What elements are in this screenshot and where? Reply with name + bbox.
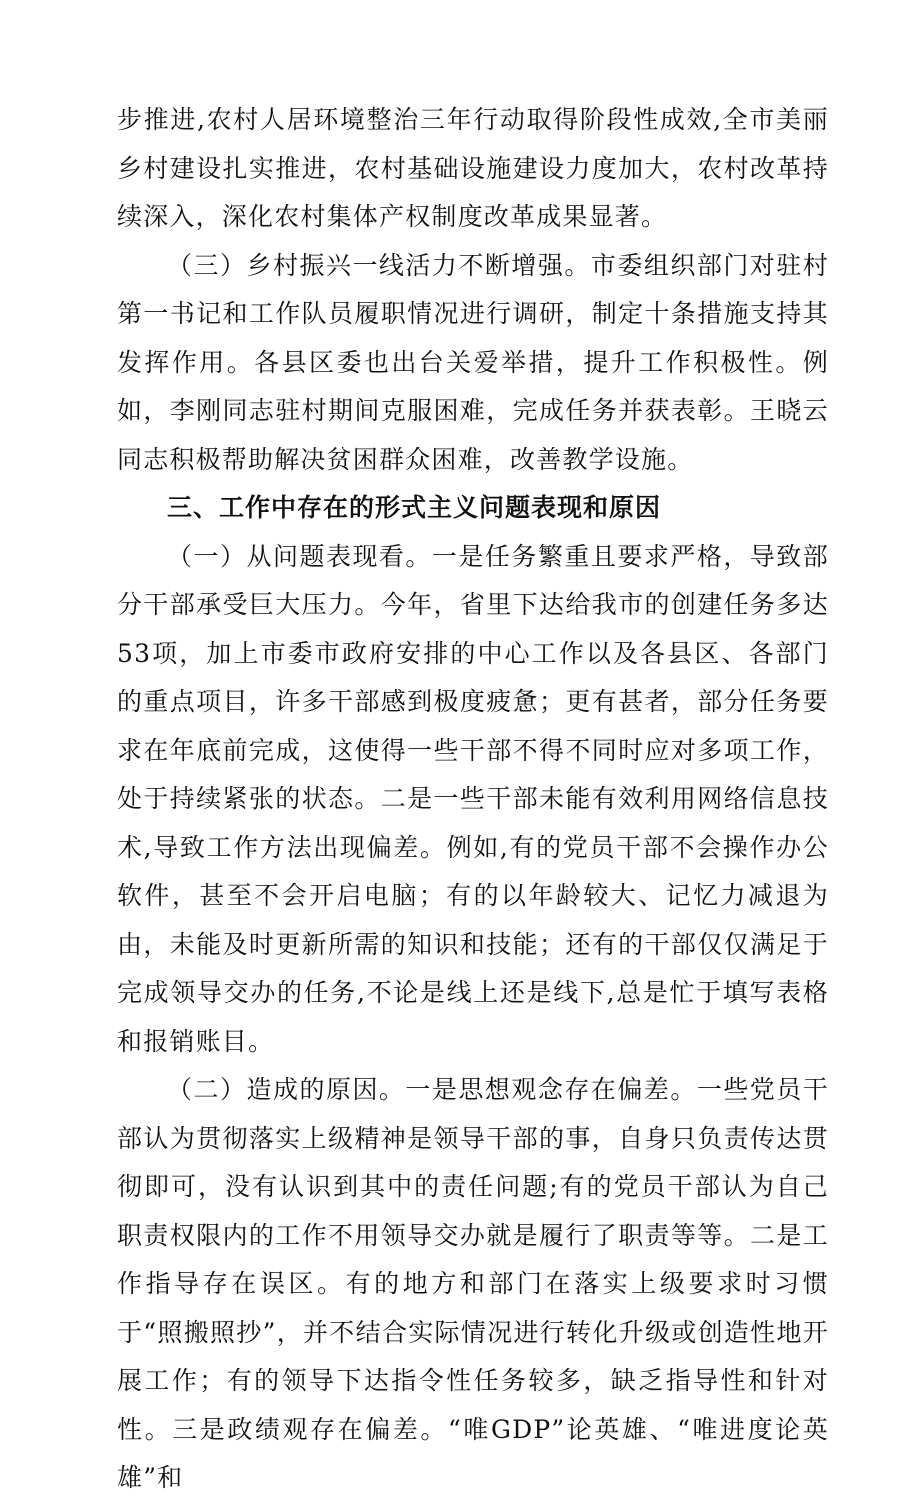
paragraph-problem-manifestation: （一）从问题表现看。一是任务繁重且要求严格，导致部分干部承受巨大压力。今年，省里下达给我市的创建任务多达53项，加上市委市政府安排的中心工作以及各县区、各部门的重点项目，许多干部感到极度疲惫；更有甚者，部分任务要求在年底前完成，这使得一些干部不得不同时应对多项工作，处于持续紧张的状态。二是一些干部未能有效利用网络信息技术,导致工作方法出现偏差。例如,有的党员干部不会操作办公软件，甚至不会开启电脑；有的以年龄较大、记忆力减退为由，未能及时更新所需的知识和技能；还有的干部仅仅满足于完成领导交办的任务,不论是线上还是线下,总是忙于填写表格和报销账目。 [117,541,829,1056]
paragraph-causes: （二）造成的原因。一是思想观念存在偏差。一些党员干部认为贯彻落实上级精神是领导干部的事，自身只负责传达贯彻即可，没有认识到其中的责任问题;有的党员干部认为自己职责权限内的工作不用领导交办就是履行了职责等等。二是工作指导存在误区。有的地方和部门在落实上级要求时习惯于“照搬照抄”，并不结合实际情况进行转化升级或创造性地开展工作；有的领导下达指令性任务较多，缺乏指导性和针对性。三是政绩观存在偏差。“唯GDP”论英雄、“唯进度论英雄”和 [117,1075,829,1492]
paragraph-rural-vitality: （三）乡村振兴一线活力不断增强。市委组织部门对驻村第一书记和工作队员履职情况进行调研，制定十条措施支持其发挥作用。各县区委也出台关爱举措，提升工作积极性。例如，李刚同志驻村期间克服困难，完成任务并获表彰。王晓云同志积极帮助解决贫困群众困难，改善教学设施。 [117,250,829,474]
document-body [117,96,829,1503]
paragraph-rural-progress: 步推进,农村人居环境整治三年行动取得阶段性成效,全市美丽乡村建设扎实推进，农村基础设施建设力度加大，农村改革持续深入，深化农村集体产权制度改革成果显著。 [117,105,829,231]
section-heading-formalism: 三、工作中存在的形式主义问题表现和原因 [167,493,662,522]
